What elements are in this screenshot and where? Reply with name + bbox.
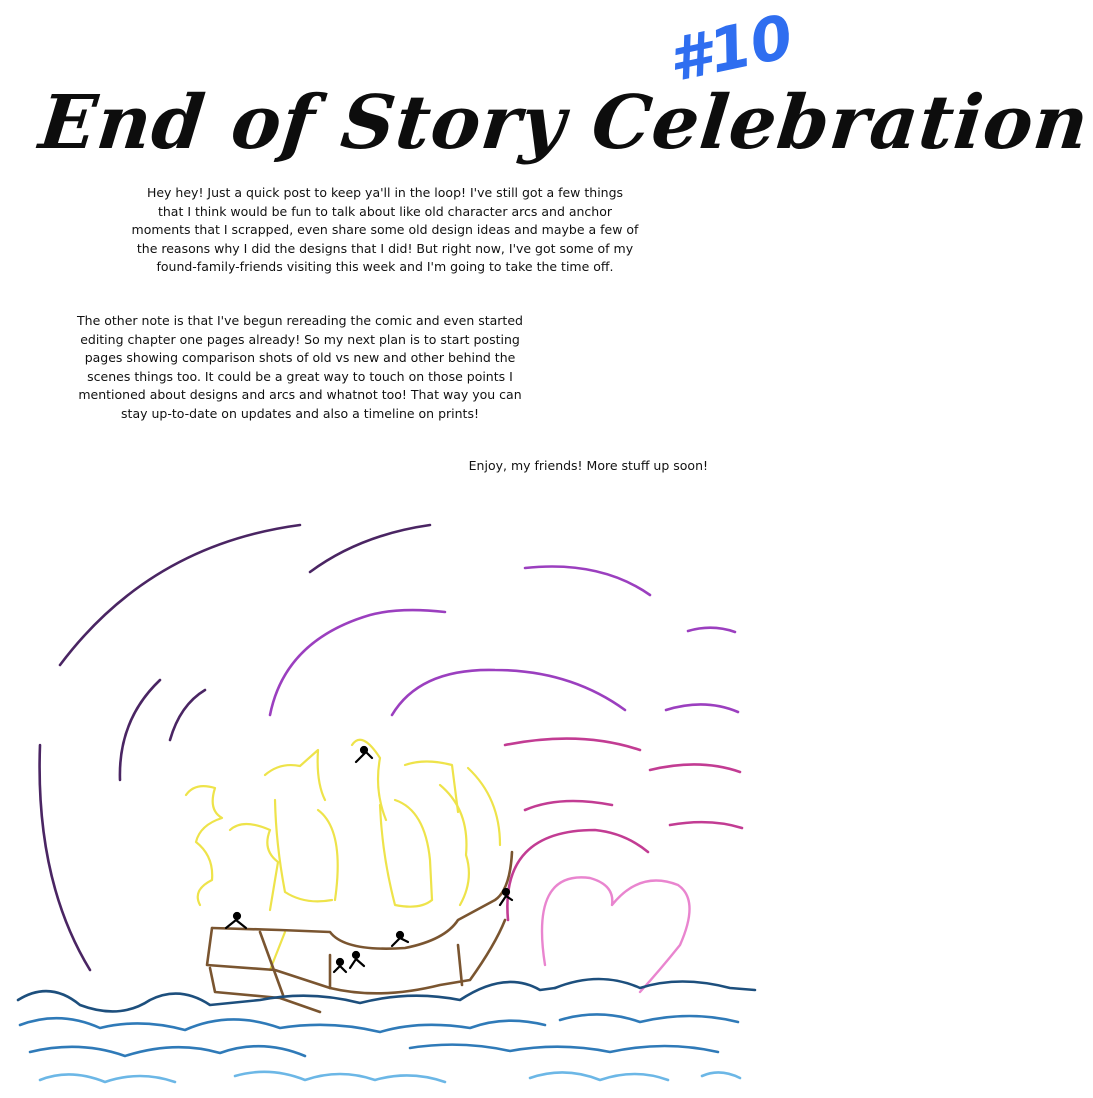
note-line: stay up-to-date on updates and also a timeline on prints! (121, 405, 479, 421)
intro-line: the reasons why I did the designs that I did! But right now, I've got some of my (136, 240, 634, 256)
intro-line: Hey hey! Just a quick post to keep ya'll in the loop! I've still got a few things (146, 185, 624, 200)
note-line: editing chapter one pages already! So my next plan is to start posting (80, 331, 520, 347)
intro-line: found-family-friends visiting this week and I'm going to take the time off. (156, 259, 614, 274)
page-title: End of Story Celebration (35, 79, 1093, 166)
heart-outline-icon (542, 877, 690, 992)
stick-figures-icon (226, 747, 512, 972)
note-line: The other note is that I've begun rereading the comic and even started (77, 313, 523, 328)
swirl-strokes-icon (40, 525, 742, 970)
intro-line: that I think would be fun to talk about like old character arcs and anchor (157, 203, 613, 219)
signoff-line: Enjoy, my friends! More stuff up soon! (468, 458, 708, 473)
ocean-waves-icon (18, 979, 755, 1082)
note-line: scenes things too. It could be a great way to touch on those points I (87, 368, 513, 384)
note-line: pages showing comparison shots of old vs new and other behind the (84, 350, 516, 365)
ship-sails-icon (186, 740, 500, 970)
title-number: #10 (662, 1, 800, 97)
ship-illustration (0, 500, 768, 1098)
intro-line: moments that I scrapped, even share some old design ideas and maybe a few of (131, 222, 639, 237)
intro-paragraph (110, 184, 660, 277)
ship-hull-icon (207, 852, 512, 1012)
note-paragraph (40, 312, 560, 423)
signoff (400, 457, 708, 476)
note-line: mentioned about designs and arcs and whatnot too! That way you can (78, 387, 522, 402)
